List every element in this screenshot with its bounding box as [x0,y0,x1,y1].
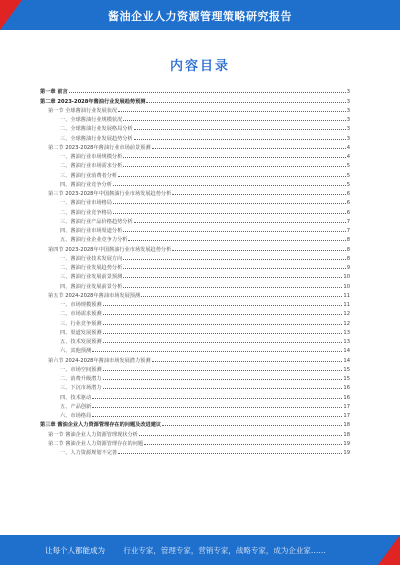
toc-entry-label: 三、酱油行业产品价格趋势分析 [60,218,133,225]
toc-entry-page: 11 [343,292,350,299]
toc-entry[interactable] [40,188,350,197]
toc-entry-page: 6 [346,209,350,216]
toc-leader-dots [103,369,343,371]
toc-entry-label: 四、渠道发展预测 [60,329,102,336]
toc-entry[interactable] [40,132,350,141]
toc-entry-page: 3 [346,98,350,105]
toc-entry[interactable] [40,419,350,428]
toc-entry-page: 8 [346,237,350,244]
toc-leader-dots [69,91,346,93]
footer-tagline: 行业专家，管理专家，营销专家，战略专家，成为企业家…… [123,546,326,555]
toc-entry-label: 二、市场需求预测 [60,311,102,318]
toc-entry[interactable] [40,447,350,456]
toc-leader-dots [118,110,346,112]
toc-entry[interactable] [40,243,350,252]
toc-entry-page: 17 [343,413,350,419]
toc-entry-label: 第六节 2024-2028年酱油市场发展潜力预测 [48,357,151,364]
toc-entry-label: 三、酱油行业消费者分析 [60,172,118,179]
toc-entry-label: 二、酱油行业发展趋势分析 [60,265,123,271]
toc-leader-dots [146,101,345,103]
toc-leader-dots [128,239,345,241]
toc-entry-label: 第一章 前言 [40,89,68,96]
toc-entry[interactable] [40,169,350,178]
toc-entry-page: 15 [343,376,350,382]
toc-entry-label: 二、全球酱油行业发展格局分析 [60,126,133,133]
toc-entry-page: 14 [343,357,350,364]
toc-entry-page: 19 [343,440,350,447]
toc-entry[interactable] [40,401,350,410]
toc-entry-label: 四、酱油行业市场渠道分析 [60,228,123,234]
header-banner [0,0,400,30]
toc-entry-page: 5 [346,181,350,188]
toc-leader-dots [92,350,342,352]
toc-entry[interactable] [40,280,350,289]
toc-entry[interactable] [40,438,350,447]
toc-leader-dots [134,138,346,140]
toc-entry[interactable] [40,308,350,317]
toc-entry-page: 10 [343,274,350,281]
toc-entry-label: 一、全球酱油行业规模状况 [60,117,123,123]
toc-entry-page: 7 [346,218,350,225]
toc-entry-label: 三、行业竞争预测 [60,320,102,327]
toc-leader-dots [123,119,345,121]
toc-leader-dots [92,406,342,408]
toc-entry[interactable] [40,114,350,123]
table-of-contents [40,86,350,456]
toc-entry[interactable] [40,197,350,206]
toc-entry[interactable] [40,151,350,160]
toc-entry-page: 5 [346,172,350,179]
toc-entry-page: 3 [346,117,350,123]
toc-entry-label: 第三章 酱油企业人力资源管理存在的问题及改进建议 [40,422,162,429]
toc-entry-label: 五、产品创新 [60,403,92,410]
toc-entry-page: 3 [346,89,350,96]
toc-entry-label: 一、人力资源规划不完善 [60,450,118,456]
toc-leader-dots [103,341,343,343]
toc-entry[interactable] [40,95,350,104]
toc-entry[interactable] [40,410,350,419]
toc-entry-label: 第一节 全球酱油行业发展状况 [48,107,118,114]
toc-entry-label: 三、下沉市场潜力 [60,385,102,392]
footer-banner [0,535,400,565]
toc-leader-dots [162,424,342,426]
toc-entry[interactable] [40,364,350,373]
toc-entry-page: 9 [346,265,350,271]
toc-entry[interactable] [40,391,350,400]
toc-entry-label: 四、酱油行业竞争分析 [60,181,112,188]
toc-entry[interactable] [40,382,350,391]
toc-entry-label: 第二节 2023-2028年酱油行业市场前景预测 [48,144,151,151]
toc-entry-label: 五、酱油行业企业竞争力分析 [60,237,128,244]
toc-leader-dots [172,193,345,195]
toc-entry[interactable] [40,373,350,382]
toc-leader-dots [144,443,342,445]
toc-leader-dots [103,323,343,325]
toc-leader-dots [123,286,342,288]
toc-entry-label: 第三节 2023-2028年中国酱油行业市场发展趋势分析 [48,191,172,197]
toc-entry-page: 8 [346,246,350,253]
toc-entry-label: 一、市场规模预测 [60,302,102,308]
toc-entry[interactable] [40,354,350,363]
toc-entry-label: 一、酱油行业市场规模分析 [60,154,123,160]
toc-leader-dots [92,415,342,417]
toc-leader-dots [123,230,345,232]
toc-entry-page: 16 [343,385,350,392]
toc-entry[interactable] [40,86,350,95]
toc-entry-page: 18 [343,422,350,429]
toc-entry-label: 四、技术驱动 [60,394,92,401]
toc-entry-label: 一、市场空间预测 [60,366,102,373]
toc-entry[interactable] [40,123,350,132]
toc-entry-page: 11 [343,302,350,308]
toc-entry-label: 五、技术发展预测 [60,339,102,345]
toc-leader-dots [113,212,346,214]
toc-entry-page: 3 [346,135,350,142]
toc-leader-dots [139,434,343,436]
toc-entry[interactable] [40,336,350,345]
toc-leader-dots [152,360,343,362]
footer-text [45,545,326,556]
toc-entry[interactable] [40,317,350,326]
toc-entry[interactable] [40,345,350,354]
toc-entry[interactable] [40,290,350,299]
toc-entry-page: 6 [346,200,350,207]
toc-entry-page: 14 [343,348,350,355]
toc-entry-page: 6 [346,191,350,197]
toc-entry-page: 15 [343,366,350,373]
toc-entry-page: 12 [343,320,350,327]
toc-leader-dots [113,184,346,186]
toc-leader-dots [123,267,345,269]
toc-leader-dots [134,128,346,130]
toc-leader-dots [134,221,346,223]
toc-entry[interactable] [40,299,350,308]
toc-entry-label: 第二节 酱油企业人力资源管理存在的问题 [48,440,144,447]
toc-entry-page: 12 [343,311,350,318]
toc-heading: 内容目录 [169,59,230,74]
toc-leader-dots [113,202,346,204]
toc-leader-dots [103,332,343,334]
toc-entry[interactable] [40,428,350,437]
toc-entry-page: 17 [343,403,350,410]
toc-entry-page: 19 [343,450,350,456]
footer-red-accent [378,535,400,565]
toc-entry[interactable] [40,216,350,225]
toc-leader-dots [152,147,346,149]
toc-entry-label: 第一节 酱油企业人力资源管理现状分析 [48,431,138,438]
toc-entry-label: 四、酱油行业发展前景分析 [60,283,123,290]
toc-entry-label: 一、酱油行业技术发展方向 [60,255,123,262]
toc-leader-dots [172,249,345,251]
toc-entry-label: 三、全球酱油行业发展趋势分析 [60,135,133,142]
toc-entry-page: 4 [346,154,350,160]
toc-entry-page: 3 [346,126,350,133]
toc-entry-label: 二、酱油行业市场需求分析 [60,163,123,170]
toc-leader-dots [103,313,343,315]
toc-entry[interactable] [40,271,350,280]
toc-leader-dots [92,397,342,399]
toc-entry[interactable] [40,225,350,234]
toc-leader-dots [141,295,342,297]
toc-leader-dots [123,165,345,167]
toc-entry-page: 16 [343,394,350,401]
toc-leader-dots [103,304,343,306]
toc-entry-page: 8 [346,255,350,262]
toc-entry[interactable] [40,327,350,336]
toc-leader-dots [103,378,343,380]
toc-entry-label: 第五节 2024-2028年酱油市场发展预测 [48,292,141,299]
toc-entry-page: 5 [346,163,350,170]
toc-entry-label: 一、酱油行业市场格局 [60,200,112,207]
toc-entry-label: 三、酱油行业发展前景预测 [60,274,123,281]
toc-entry-page: 4 [346,144,350,151]
toc-entry-page: 13 [343,339,350,345]
toc-entry-label: 第四节 2023-2028年中国酱油行业市场发展趋势分析 [48,246,172,253]
toc-entry-page: 3 [346,107,350,114]
toc-entry[interactable] [40,262,350,271]
toc-entry[interactable] [40,234,350,243]
toc-entry-label: 第二章 2023-2028年酱油行业发展趋势预测 [40,98,146,105]
toc-entry[interactable] [40,160,350,169]
toc-entry[interactable] [40,105,350,114]
toc-entry-page: 10 [343,283,350,290]
toc-entry-page: 7 [346,228,350,234]
toc-entry[interactable] [40,206,350,215]
toc-leader-dots [123,156,345,158]
toc-leader-dots [118,452,342,454]
toc-entry-label: 二、酱油行业竞争格局 [60,209,112,216]
toc-entry-label: 六、其他预测 [60,348,92,355]
toc-leader-dots [103,387,343,389]
toc-entry[interactable] [40,179,350,188]
toc-entry-label: 二、消费升级潜力 [60,376,102,382]
footer-slogan: 让每个人都能成为 [45,546,105,555]
toc-entry-page: 13 [343,329,350,336]
toc-leader-dots [123,258,345,260]
toc-entry-label: 六、市场格局 [60,413,92,419]
toc-entry[interactable] [40,253,350,262]
toc-entry-page: 18 [343,431,350,438]
toc-entry[interactable] [40,142,350,151]
toc-leader-dots [118,175,346,177]
toc-leader-dots [123,276,342,278]
document-title: 酱油企业人力资源管理策略研究报告 [108,10,292,23]
